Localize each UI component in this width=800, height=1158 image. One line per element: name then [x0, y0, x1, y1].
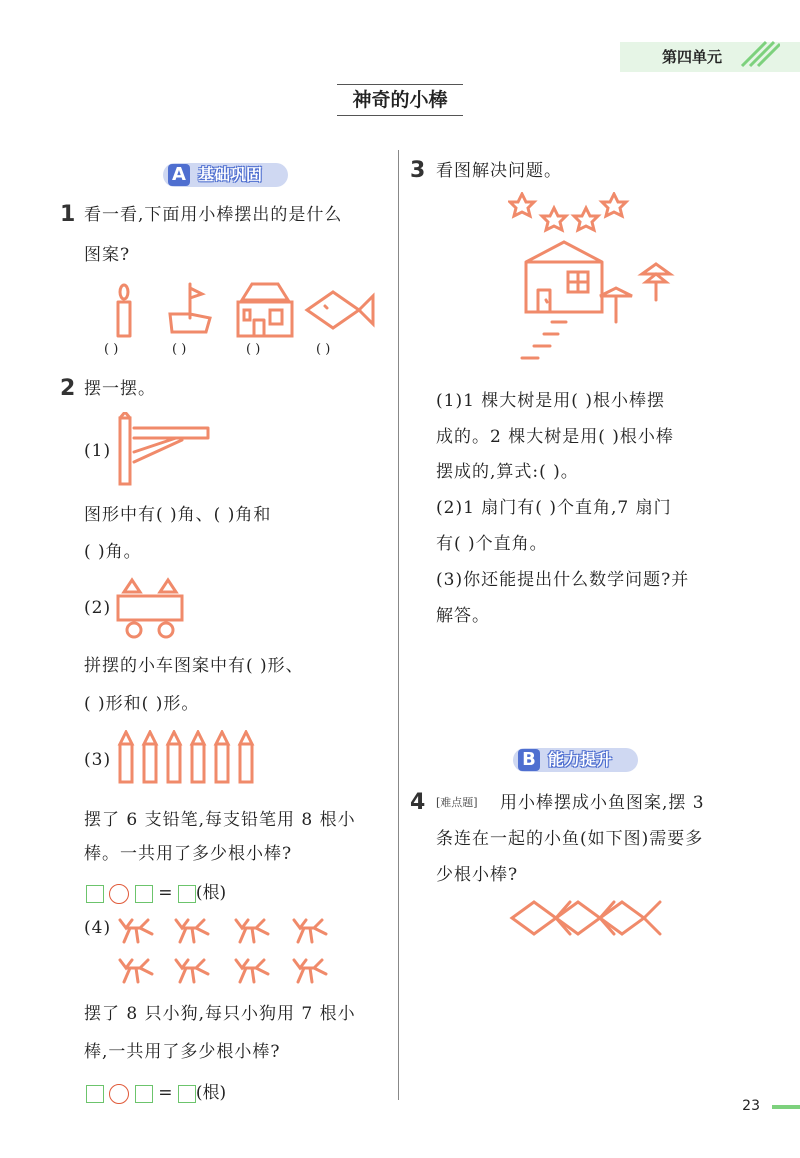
part-2-line2: ( )形和( )形。: [84, 694, 200, 714]
part-3-label: (3): [84, 750, 112, 770]
question-3-line7: 解答。: [436, 606, 490, 626]
page-number-bar: [772, 1105, 800, 1109]
question-3-line5: 有( )个直角。: [436, 534, 548, 554]
eq-operator-circle[interactable]: [109, 1084, 129, 1104]
eq-box-1[interactable]: [86, 885, 104, 903]
question-4-line2: 条连在一起的小鱼(如下图)需要多: [436, 829, 704, 849]
eq-box-1[interactable]: [86, 1085, 104, 1103]
boat-figure: [170, 284, 210, 332]
part-3-equation: [86, 878, 226, 904]
eq-equals: =: [158, 883, 173, 903]
part-3-line1: 摆了 6 支铅笔,每支铅笔用 8 根小: [84, 810, 356, 830]
angle-stick-figure: [112, 412, 212, 490]
part-1-line1: 图形中有( )角、( )角和: [84, 505, 272, 525]
question-3-line3: 摆成的,算式:( )。: [436, 462, 579, 482]
section-a-label: 基础巩固: [198, 165, 263, 184]
house-figure: [238, 284, 292, 336]
question-3-line6: (3)你还能提出什么数学问题?并: [436, 570, 690, 590]
question-3-line2: 成的。2 棵大树是用( )根小棒: [436, 427, 674, 447]
column-divider: [398, 150, 399, 1100]
eq-box-2[interactable]: [135, 885, 153, 903]
question-1-line2: 图案?: [84, 245, 131, 265]
question-3-line1: (1)1 棵大树是用( )根小棒摆: [436, 391, 665, 411]
house-trees-stick-figure: [508, 192, 678, 372]
eq-equals: =: [158, 1083, 173, 1103]
eq-result-box[interactable]: [178, 885, 196, 903]
question-1-stick-figures: [100, 280, 390, 340]
question-2-number: 2: [60, 376, 76, 401]
unit-label: 第四单元: [662, 48, 723, 66]
part-4-label: (4): [84, 918, 112, 938]
question-2-head: 摆一摆。: [84, 379, 156, 399]
eq-result-box[interactable]: [178, 1085, 196, 1103]
page-title-text: 神奇的小棒: [352, 89, 448, 111]
answer-blank-1[interactable]: ( ): [104, 342, 119, 357]
section-a-letter: A: [168, 164, 190, 186]
question-1-line1: 看一看,下面用小棒摆出的是什么: [84, 205, 343, 225]
question-4-line3: 少根小棒?: [436, 865, 519, 885]
eq-box-2[interactable]: [135, 1085, 153, 1103]
part-1-label: (1): [84, 441, 112, 461]
part-2-line1: 拼摆的小车图案中有( )形、: [84, 656, 304, 676]
part-4-equation: [86, 1078, 226, 1104]
question-4-line1: 用小棒摆成小鱼图案,摆 3: [500, 793, 705, 813]
section-b-letter: B: [518, 749, 540, 771]
eq-unit: (根): [195, 883, 227, 903]
dogs-stick-figure: [118, 914, 338, 988]
eq-operator-circle[interactable]: [109, 884, 129, 904]
part-1-line2: ( )角。: [84, 542, 142, 562]
car-stick-figure: [114, 576, 186, 640]
question-3-head: 看图解决问题。: [436, 161, 562, 181]
unit-tag-stripes-icon: [740, 38, 780, 68]
part-3-line2: 棒。一共用了多少根小棒?: [84, 844, 293, 864]
part-4-line1: 摆了 8 只小狗,每只小狗用 7 根小: [84, 1004, 356, 1024]
pencils-stick-figure: [116, 730, 266, 786]
fish-figure: [307, 292, 373, 328]
difficulty-tag: [难点题]: [436, 796, 478, 809]
page-number: 23: [742, 1098, 760, 1114]
part-2-label: (2): [84, 598, 112, 618]
eq-unit: (根): [195, 1083, 227, 1103]
part-4-line2: 棒,一共用了多少根小棒?: [84, 1042, 281, 1062]
answer-blank-2[interactable]: ( ): [172, 342, 187, 357]
page-title: [337, 84, 463, 116]
answer-blank-4[interactable]: ( ): [316, 342, 331, 357]
question-3-number: 3: [410, 158, 426, 183]
candle-figure: [118, 285, 130, 336]
section-b-label: 能力提升: [548, 750, 613, 769]
three-fish-stick-figure: [508, 894, 668, 942]
question-3-line4: (2)1 扇门有( )个直角,7 扇门: [436, 498, 672, 518]
question-4-number: 4: [410, 790, 426, 815]
answer-blank-3[interactable]: ( ): [246, 342, 261, 357]
question-1-number: 1: [60, 202, 76, 227]
